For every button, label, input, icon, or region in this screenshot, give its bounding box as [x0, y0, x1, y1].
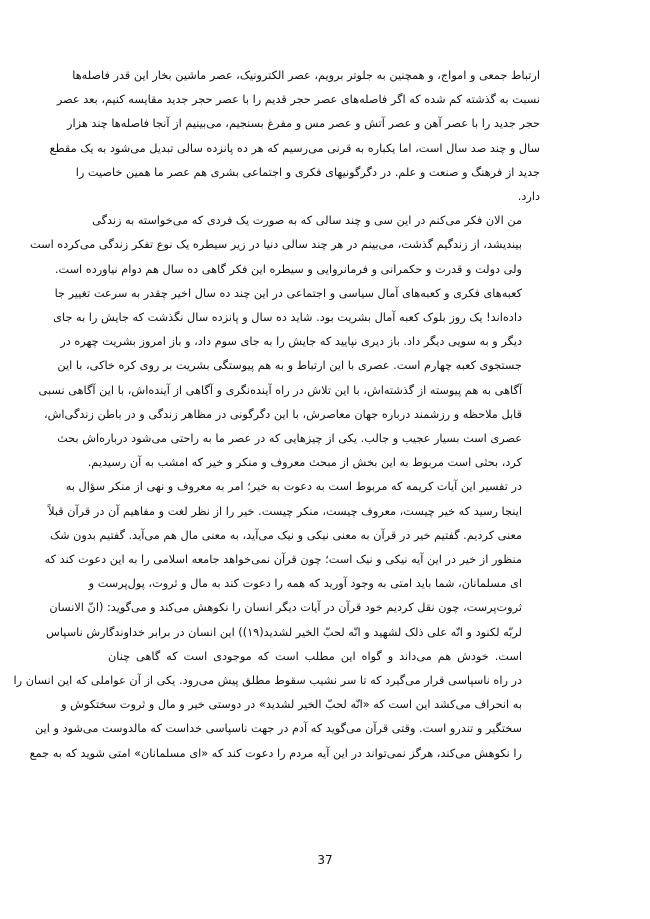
text-line: بیندیشد، از زندگیم گذشت، می‌بینم در هر چند سالی دنیا در زیر سیطره یک نوع تفکر زندگی می‌کرده است — [30, 238, 522, 252]
page-number: 37 — [317, 853, 333, 867]
text-line: آگاهی به هم پیوسته از گذشته‌اش، با این تلاش در راه آینده‌نگری و آگاهی از آینده‌اش، با این آگاهی نسبی — [38, 383, 522, 397]
text-line: ارتباط جمعی و امواج، و همچنین به جلوتر برویم، عصر الکترونیک، عصر ماشین بخار این قدر فاصله‌ها — [72, 69, 540, 82]
paragraph-2 — [30, 209, 540, 475]
text-line: منظور از خیر در این آیه نیکی و نیک است؛ چون قرآن نمی‌خواهد جامعه اسلامی را به این دعوت کند که — [44, 553, 522, 567]
text-line: معنی کردیم. گفتیم خیر در قرآن به معنی نیکی و نیک می‌آید، به معنی مال هم می‌آید. گفتیم بدون شک — [49, 528, 522, 542]
text-line: نسبت به گذشته کم شده که اگر فاصله‌های عصر حجر قدیم را با عصر حجر جدید مقایسه کنیم، بعد عصر — [56, 93, 540, 107]
text-line: در تفسیر این آیات کریمه که مربوط است به دعوت به خیر؛ امر به معروف و نهی از منکر سؤال به — [65, 480, 522, 494]
paragraph-3 — [13, 475, 540, 765]
paragraph-1 — [49, 64, 540, 209]
text-line: لربّه لکنود و انّه علی ذلک لشهید و انّه لحبّ الخیر لشدید(۱۹)) این انسان در برابر خداوندگارش ناسپاس — [46, 625, 522, 639]
text-line: جستجوی کعبه چهارم است. عصری با این ارتباط و به هم پیوستگی بشریت بر روی کره خاکی، با این — [57, 359, 522, 373]
text-line: کرد، بحثی است مربوط به این بخش از مبحث معروف و منکر و خیر که امشب به آن رسیدیم. — [87, 456, 522, 470]
text-line: عصری است بسیار عجیب و جالب. یکی از چیزهایی که در عصر ما به راحتی می‌شود درباره‌اش بحث — [57, 432, 522, 446]
text-line: در راه ناسپاسی قرار می‌گیرد که تا سر نشیب سقوط مطلق پیش می‌رود. یکی از آن عواملی که این انسان را — [13, 674, 522, 688]
text-line: ثروت‌پرست، چون نقل کردیم خود قرآن در آیات دیگر انسان را نکوهش می‌کند و می‌گوید: (انّ الانسان — [49, 601, 522, 615]
text-line: سختگیر و تندرو است. وقتی قرآن می‌گوید که آدم در جهت ناسپاسی خداست که مالدوست می‌شود و این — [35, 722, 522, 736]
text-line: ای مسلمانان، شما باید امتی به وجود آورید که همه را دعوت کند به مال و ثروت، پول‌پرست و — [88, 577, 522, 591]
text-line: را نکوهش می‌کند، هرگز نمی‌تواند در این آیه مردم را دعوت کند که «ای مسلمانان» امتی شوید که به جمع — [29, 746, 522, 760]
text-line: من الان فکر می‌کنم در این سی و چند سالی که به صورت یک فردی که می‌خواسته به زندگی — [92, 214, 522, 228]
document-body — [13, 64, 540, 766]
text-line: ولی دولت و قدرت و حکمرانی و فرمانروایی و سیطره این فکر گاهی ده سال هم دوام نیاورده است. — [54, 262, 522, 276]
text-line: حجر جدید را با عصر آهن و عصر آتش و عصر مس و مفرغ بسنجیم، می‌بینیم از آنجا فاصله‌ها چند هزار — [67, 117, 540, 131]
text-line: جدید از فرهنگ و صنعت و علم. در دگرگونیهای فکری و اجتماعی بشری هم عصر ما همین خاصیت را — [75, 165, 540, 179]
text-line: قابل ملاحظه و رزشمند درباره جهان معاصرش، با این دگرگونی در مظاهر زندگی و در باطن زندگی‌اش، — [43, 407, 522, 421]
text-line: دارد. — [517, 190, 540, 204]
text-line: اینجا رسید که خیر چیست، معروف چیست، منکر چیست. خیر را از نظر لغت و مفاهیم آن در قرآن قبلاً — [48, 504, 522, 518]
text-line: به انحراف می‌کشد این است که «انّه لحبّ الخیر لشدید» در دوستی خیر و مال و ثروت سختکوش و — [61, 698, 522, 712]
text-line: است. خودش هم می‌داند و گواه این مطلب است که موجودی است که گاهی چنان — [108, 649, 522, 663]
text-line: سال و چند صد سال است، اما یکباره به قرنی می‌رسیم که هر ده پانزده سالی تبدیل می‌شود به یک مقطع — [49, 141, 540, 155]
text-line: داده‌اند! یک روز بلوک کعبه آمال بشریت بود. شاید ده سال و پانزده سال نگذشت که جایش را به جای — [53, 311, 522, 325]
text-line: کعبه‌های فکری و کعبه‌های آمال سیاسی و اجتماعی در این چند ده سال اخیر چقدر به سرعت تغییر جا — [54, 286, 522, 300]
text-line: دیگر و به سویی دیگر داد. باز دیری نپایید که جایش را به جای سوم داد، و باز امروز بشریت چهره در — [60, 335, 522, 349]
